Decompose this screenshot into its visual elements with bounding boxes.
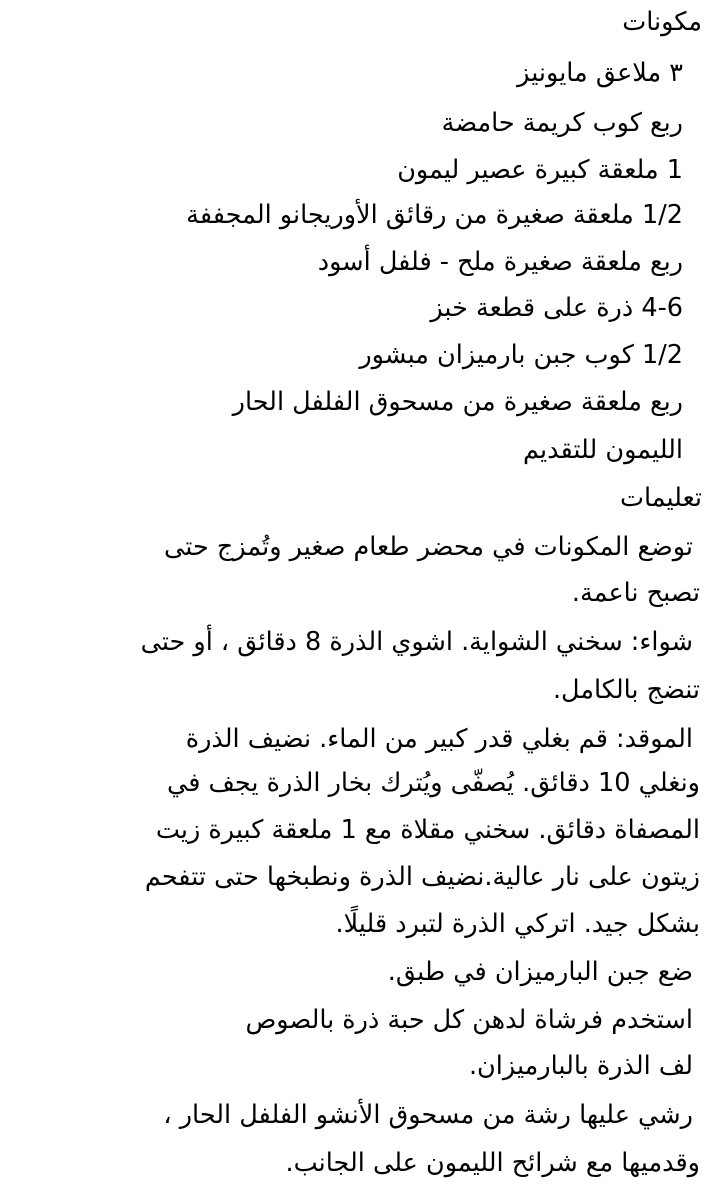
ingredient-item: ربع كوب كريمة حامضة: [441, 108, 683, 138]
ingredient-item: 4-6 ذرة على قطعة خبز: [430, 293, 683, 323]
instruction-line: توضع المكونات في محضر طعام صغير وتُمزج حتى: [164, 532, 693, 562]
instruction-line: بشكل جيد. اتركي الذرة لتبرد قليلًا.: [335, 909, 700, 939]
instruction-line: الموقد: قم بغلي قدر كبير من الماء. نضيف الذرة: [185, 724, 693, 754]
instruction-line: شواء: سخني الشواية. اشوي الذرة 8 دقائق ، أو حتى: [140, 627, 693, 657]
instruction-line: لف الذرة بالبارميزان.: [468, 1051, 693, 1081]
ingredient-item: ٣ ملاعق مايونيز: [517, 58, 683, 88]
instruction-line: زيتون على نار عالية.نضيف الذرة ونطبخها حتى تتفحم: [144, 862, 700, 892]
instruction-line: تصبح ناعمة.: [571, 578, 700, 608]
ingredient-item: 1 ملعقة كبيرة عصير ليمون: [397, 155, 683, 185]
ingredients-heading: مكونات: [622, 7, 702, 37]
instruction-line: ضع جبن البارميزان في طبق.: [387, 957, 693, 987]
instruction-line: وقدميها مع شرائح الليمون على الجانب.: [285, 1148, 700, 1178]
instructions-heading: تعليمات: [619, 483, 702, 513]
instruction-line: تنضج بالكامل.: [552, 675, 700, 705]
instruction-line: رشي عليها رشة من مسحوق الأنشو الفلفل الحار ،: [163, 1100, 693, 1130]
instruction-line: ونغلي 10 دقائق. يُصفّى ويُترك بخار الذرة يجف في: [166, 768, 700, 798]
ingredient-item: 1/2 ملعقة صغيرة من رقائق الأوريجانو المجففة: [186, 200, 683, 230]
instruction-line: استخدم فرشاة لدهن كل حبة ذرة بالصوص: [245, 1005, 693, 1035]
instruction-line: المصفاة دقائق. سخني مقلاة مع 1 ملعقة كبيرة زيت: [155, 815, 700, 845]
ingredient-item: الليمون للتقديم: [523, 435, 683, 465]
ingredient-item: ربع ملعقة صغيرة ملح - فلفل أسود: [317, 247, 683, 277]
ingredient-item: 1/2 كوب جبن بارميزان مبشور: [359, 340, 683, 370]
ingredient-item: ربع ملعقة صغيرة من مسحوق الفلفل الحار: [232, 387, 683, 417]
